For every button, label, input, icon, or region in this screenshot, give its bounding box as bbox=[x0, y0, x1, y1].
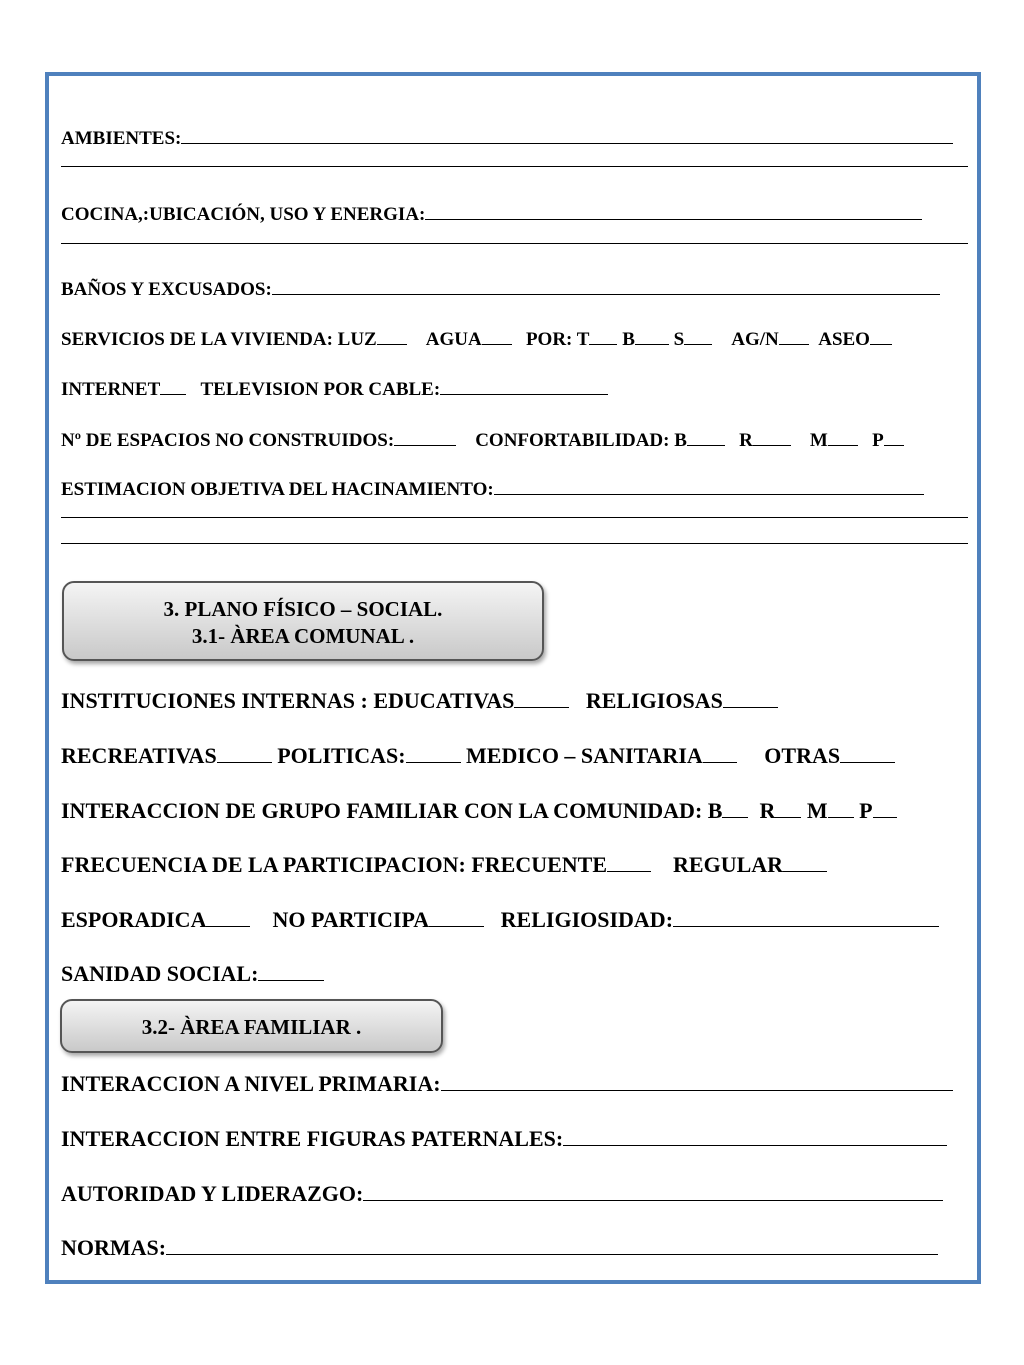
ambientes-label: AMBIENTES: bbox=[61, 128, 182, 149]
section-header-plano-fisico bbox=[62, 581, 544, 661]
interaccion-comunidad-row bbox=[61, 795, 897, 824]
banos-row bbox=[61, 275, 940, 301]
cocina-field[interactable] bbox=[425, 200, 922, 220]
agn-field[interactable] bbox=[779, 325, 809, 345]
medico-field[interactable] bbox=[703, 740, 737, 763]
confort-p-label: P bbox=[872, 430, 884, 451]
recreativas-row bbox=[61, 740, 895, 769]
confort-m-field[interactable] bbox=[828, 426, 858, 446]
banos-label: BAÑOS Y EXCUSADOS: bbox=[61, 279, 272, 300]
primaria-row bbox=[61, 1068, 953, 1097]
estimacion-row bbox=[61, 475, 924, 501]
interaccion-p-label: P bbox=[859, 798, 873, 823]
frecuencia-label: FRECUENCIA DE LA PARTICIPACION: FRECUENTE bbox=[61, 852, 608, 877]
servicios-row bbox=[61, 325, 892, 351]
internet-row bbox=[61, 375, 608, 401]
confort-label: CONFORTABILIDAD: B bbox=[475, 430, 687, 451]
agua-label: AGUA bbox=[425, 329, 482, 350]
religiosas-label: RELIGIOSAS bbox=[585, 688, 723, 713]
esporadica-row bbox=[61, 904, 939, 933]
s-label: S bbox=[673, 329, 685, 350]
recreativas-label: RECREATIVAS bbox=[61, 743, 217, 768]
ambientes-extra-line[interactable] bbox=[61, 166, 968, 167]
s-field[interactable] bbox=[684, 325, 712, 345]
espacios-field[interactable] bbox=[394, 426, 456, 446]
interaccion-r-label: R bbox=[759, 798, 776, 823]
ambientes-row bbox=[61, 124, 953, 150]
confort-r-label: R bbox=[739, 430, 753, 451]
esporadica-label: ESPORADICA bbox=[61, 907, 207, 932]
estimacion-field[interactable] bbox=[494, 475, 924, 495]
normas-field[interactable] bbox=[166, 1232, 938, 1255]
estimacion-extra-line-2[interactable] bbox=[61, 543, 968, 544]
interaccion-comunidad-label: INTERACCION DE GRUPO FAMILIAR CON LA COMUNIDAD: B bbox=[61, 798, 723, 823]
ambientes-field[interactable] bbox=[181, 124, 953, 144]
estimacion-extra-line-1[interactable] bbox=[61, 517, 968, 518]
television-field[interactable] bbox=[440, 375, 608, 395]
page-border bbox=[45, 72, 981, 1284]
por-t-label: POR: T bbox=[525, 329, 590, 350]
interaccion-p-field[interactable] bbox=[873, 795, 897, 818]
instituciones-label: INSTITUCIONES INTERNAS : EDUCATIVAS bbox=[61, 688, 515, 713]
box2-line1: 3.2- ÀREA FAMILIAR . bbox=[141, 1015, 362, 1039]
internet-label: INTERNET bbox=[61, 379, 161, 400]
otras-field[interactable] bbox=[840, 740, 895, 763]
medico-label: MEDICO – SANITARIA bbox=[466, 743, 703, 768]
normas-label: NORMAS: bbox=[61, 1235, 167, 1260]
paternales-label: INTERACCION ENTRE FIGURAS PATERNALES: bbox=[61, 1126, 564, 1151]
frecuencia-row bbox=[61, 849, 827, 878]
sanidad-field[interactable] bbox=[258, 958, 324, 981]
internet-field[interactable] bbox=[160, 375, 186, 395]
no-participa-field[interactable] bbox=[429, 904, 484, 927]
paternales-row bbox=[61, 1123, 947, 1152]
autoridad-label: AUTORIDAD Y LIDERAZGO: bbox=[61, 1181, 364, 1206]
esporadica-field[interactable] bbox=[206, 904, 250, 927]
confort-m-label: M bbox=[809, 430, 828, 451]
sanidad-row bbox=[61, 958, 324, 987]
agua-field[interactable] bbox=[482, 325, 512, 345]
section-header-area-familiar bbox=[60, 999, 443, 1053]
frecuente-field[interactable] bbox=[607, 849, 651, 872]
politicas-label: POLITICAS: bbox=[277, 743, 406, 768]
box1-line2: 3.1- ÀREA COMUNAL . bbox=[191, 624, 415, 648]
sanidad-label: SANIDAD SOCIAL: bbox=[61, 961, 259, 986]
aseo-label: ASEO bbox=[818, 329, 870, 350]
interaccion-r-field[interactable] bbox=[775, 795, 801, 818]
otras-label: OTRAS bbox=[764, 743, 841, 768]
luz-field[interactable] bbox=[377, 325, 407, 345]
interaccion-b-field[interactable] bbox=[722, 795, 748, 818]
politicas-field[interactable] bbox=[406, 740, 461, 763]
primaria-field[interactable] bbox=[441, 1068, 953, 1091]
cocina-label: COCINA,:UBICACIÓN, USO Y ENERGIA: bbox=[61, 204, 426, 225]
b-label: B bbox=[622, 329, 635, 350]
cocina-extra-line[interactable] bbox=[61, 243, 968, 244]
interaccion-m-label: M bbox=[806, 798, 828, 823]
confort-p-field[interactable] bbox=[884, 426, 904, 446]
interaccion-m-field[interactable] bbox=[828, 795, 854, 818]
instituciones-row bbox=[61, 685, 778, 714]
box1-line1: 3. PLANO FÍSICO – SOCIAL. bbox=[163, 597, 443, 621]
servicios-label: SERVICIOS DE LA VIVIENDA: LUZ bbox=[61, 329, 377, 350]
educativas-field[interactable] bbox=[514, 685, 569, 708]
banos-field[interactable] bbox=[272, 275, 940, 295]
autoridad-field[interactable] bbox=[363, 1178, 943, 1201]
aseo-field[interactable] bbox=[870, 325, 892, 345]
normas-row bbox=[61, 1232, 938, 1261]
regular-label: REGULAR bbox=[673, 852, 784, 877]
religiosidad-label: RELIGIOSIDAD: bbox=[500, 907, 674, 932]
no-participa-label: NO PARTICIPA bbox=[272, 907, 430, 932]
por-t-field[interactable] bbox=[589, 325, 617, 345]
agn-label: AG/N bbox=[731, 329, 779, 350]
regular-field[interactable] bbox=[783, 849, 827, 872]
religiosas-field[interactable] bbox=[723, 685, 778, 708]
paternales-field[interactable] bbox=[563, 1123, 947, 1146]
espacios-row bbox=[61, 426, 904, 452]
religiosidad-field[interactable] bbox=[673, 904, 939, 927]
espacios-label: Nº DE ESPACIOS NO CONSTRUIDOS: bbox=[61, 430, 395, 451]
primaria-label: INTERACCION A NIVEL PRIMARIA: bbox=[61, 1071, 441, 1096]
confort-r-field[interactable] bbox=[753, 426, 791, 446]
estimacion-label: ESTIMACION OBJETIVA DEL HACINAMIENTO: bbox=[61, 479, 494, 500]
b-field[interactable] bbox=[635, 325, 669, 345]
confort-b-field[interactable] bbox=[687, 426, 725, 446]
autoridad-row bbox=[61, 1178, 943, 1207]
cocina-row bbox=[61, 200, 922, 226]
recreativas-field[interactable] bbox=[217, 740, 272, 763]
television-label: TELEVISION POR CABLE: bbox=[200, 379, 441, 400]
